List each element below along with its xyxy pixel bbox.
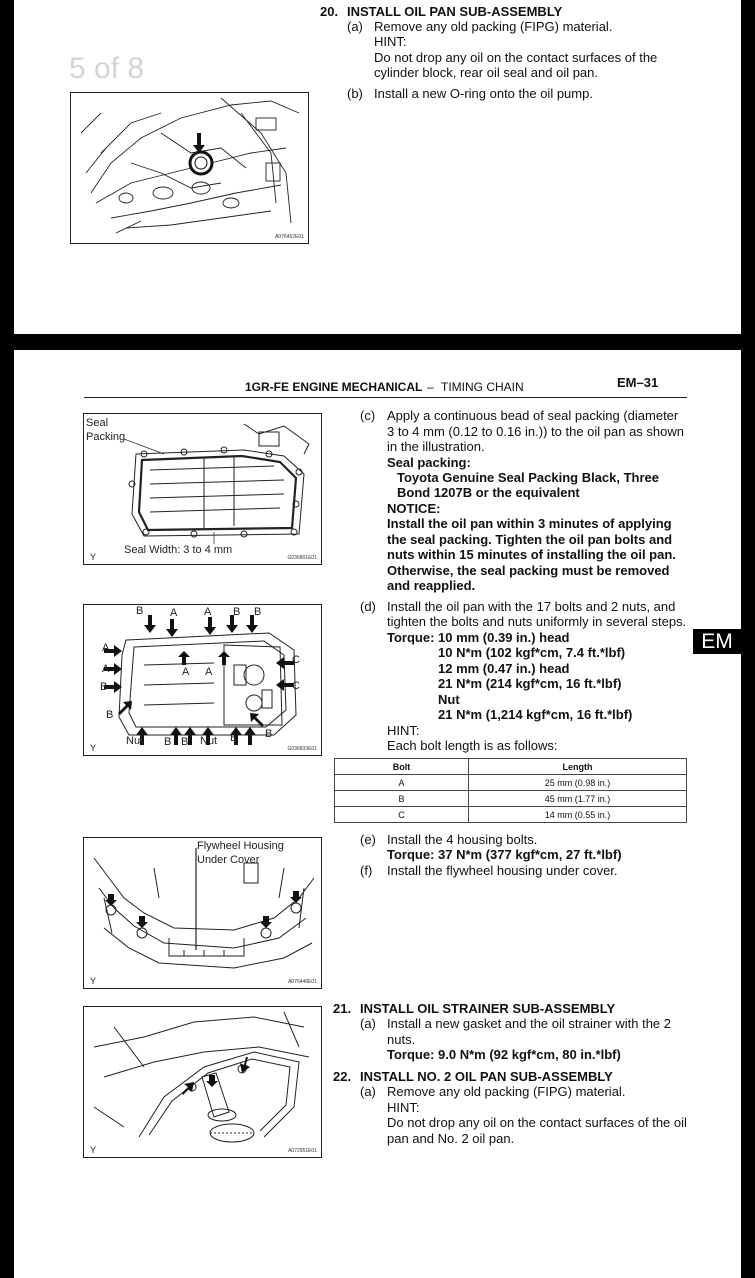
step-20a-letter: (a) — [347, 19, 363, 34]
figure-code: A072951E01 — [288, 1148, 317, 1154]
figure-y-mark: Y — [90, 743, 97, 753]
bolt-letter: B — [265, 728, 273, 740]
step-21-title: INSTALL OIL STRAINER SUB-ASSEMBLY — [360, 1001, 616, 1016]
oil-strainer-drawing — [84, 1007, 321, 1157]
step-20a-text: Remove any old packing (FIPG) material. — [374, 19, 613, 34]
step-e-torque: Torque: 37 N*m (377 kgf*cm, 27 ft.*lbf) — [387, 847, 622, 862]
table-row — [335, 775, 687, 791]
step-20b-letter: (b) — [347, 86, 363, 101]
bolt-letter: B — [181, 736, 189, 748]
nut-label: Nut — [200, 735, 218, 747]
table-cell-length: 14 mm (0.55 in.) — [469, 807, 687, 823]
bolt-letter: B — [136, 605, 144, 617]
seal-packing-label: Seal packing: — [387, 455, 471, 470]
hint-line-2: cylinder block, rear oil seal and oil pan. — [374, 65, 599, 80]
oil-pump-o-ring-figure — [70, 92, 309, 244]
header-rule — [84, 397, 687, 398]
step-21-number: 21. — [333, 1001, 352, 1016]
table-header-bolt: Bolt — [335, 759, 469, 775]
torque-line-5: Nut — [438, 692, 460, 707]
header-dash: – — [427, 380, 434, 394]
nut-label: Nut — [126, 735, 144, 747]
seal-width-label: Seal Width: 3 to 4 mm — [124, 544, 233, 556]
figure-code: G036833E01 — [287, 746, 317, 752]
bolt-letter: A — [204, 606, 212, 618]
table-row — [335, 791, 687, 807]
bolt-letter: C — [292, 680, 300, 692]
page-counter: 5 of 8 — [69, 52, 145, 85]
notice-line-4: Otherwise, the seal packing must be removed — [387, 563, 670, 578]
step-c-letter: (c) — [360, 408, 376, 423]
step-21a-torque: Torque: 9.0 N*m (92 kgf*cm, 80 in.*lbf) — [387, 1047, 621, 1062]
step-c-line-1: Apply a continuous bead of seal packing (diameter — [387, 408, 679, 423]
oil-strainer-figure — [83, 1006, 322, 1158]
notice-line-2: the seal packing. Tighten the oil pan bolts and — [387, 532, 673, 547]
table-cell-bolt: A — [335, 775, 469, 791]
hint-line-1: Do not drop any oil on the contact surfaces of the — [374, 50, 658, 65]
step-20-title: INSTALL OIL PAN SUB-ASSEMBLY — [347, 4, 563, 19]
figure-code: A076452E01 — [275, 234, 304, 240]
notice-line-1: Install the oil pan within 3 minutes of applying — [387, 516, 672, 531]
bolt-letter: A — [182, 666, 190, 678]
manual-page-main — [14, 350, 741, 1278]
step-22-title: INSTALL NO. 2 OIL PAN SUB-ASSEMBLY — [360, 1069, 613, 1084]
section-tab: EM — [693, 629, 741, 654]
bolt-letter: C — [292, 654, 300, 666]
table-row — [335, 807, 687, 823]
step-d-line-1: Install the oil pan with the 17 bolts and 2 nuts, and — [387, 599, 676, 614]
seal-packing-figure — [83, 413, 322, 565]
table-header-row — [335, 759, 687, 775]
torque-line-2: 10 N*m (102 kgf*cm, 7.4 ft.*lbf) — [438, 645, 626, 660]
flywheel-label-line-1: Flywheel Housing — [197, 840, 284, 852]
figure-y-mark: Y — [90, 976, 97, 986]
notice-line-3: nuts within 15 minutes of installing the oil pan. — [387, 547, 676, 562]
bolt-letter: A — [205, 666, 213, 678]
table-cell-bolt: B — [335, 791, 469, 807]
bolt-length-table — [334, 758, 687, 823]
step-f-text: Install the flywheel housing under cover. — [387, 863, 618, 878]
step-21a-line-1: Install a new gasket and the oil strainer with the 2 — [387, 1016, 671, 1031]
step-22-hint-line-1: Do not drop any oil on the contact surfaces of the oil — [387, 1115, 687, 1130]
step-c-line-2: 3 to 4 mm (0.12 to 0.16 in.)) to the oil pan as shown — [387, 424, 684, 439]
engine-block-drawing — [71, 93, 308, 243]
step-c-line-3: in the illustration. — [387, 439, 485, 454]
bolt-letter: B — [230, 732, 238, 744]
step-22a-text: Remove any old packing (FIPG) material. — [387, 1084, 626, 1099]
step-e-text: Install the 4 housing bolts. — [387, 832, 538, 847]
step-e-letter: (e) — [360, 832, 376, 847]
step-22-number: 22. — [333, 1069, 352, 1084]
bolt-letter: B — [233, 606, 241, 618]
flywheel-label-line-2: Under Cover — [197, 854, 260, 866]
step-21a-line-2: nuts. — [387, 1032, 416, 1047]
flywheel-housing-figure — [83, 837, 322, 989]
hint-label: HINT: — [387, 723, 420, 738]
manual-page-top — [14, 0, 741, 334]
step-21a-letter: (a) — [360, 1016, 376, 1031]
bolt-letter: A — [170, 607, 178, 619]
bolt-letter: B — [164, 736, 172, 748]
bolt-letter: A — [102, 642, 110, 654]
table-cell-length: 45 mm (1.77 in.) — [469, 791, 687, 807]
step-20-number: 20. — [320, 4, 339, 19]
hint-label: HINT: — [374, 34, 407, 49]
torque-line-3: 12 mm (0.47 in.) head — [438, 661, 570, 676]
seal-packing-line-1: Toyota Genuine Seal Packing Black, Three — [397, 470, 660, 485]
table-cell-bolt: C — [335, 807, 469, 823]
step-d-letter: (d) — [360, 599, 376, 614]
seal-packing-line-2: Bond 1207B or the equivalent — [397, 485, 580, 500]
figure-code: A076446E01 — [288, 979, 317, 985]
bolt-position-figure — [83, 604, 322, 756]
page-reference: EM–31 — [617, 375, 659, 390]
seal-label-line-1: Seal — [86, 417, 109, 429]
step-f-letter: (f) — [360, 863, 373, 878]
table-header-length: Length — [469, 759, 687, 775]
bolt-letter: A — [102, 663, 110, 675]
step-22-hint-label: HINT: — [387, 1100, 420, 1115]
figure-y-mark: Y — [90, 552, 97, 562]
bolt-letter: B — [254, 606, 262, 618]
notice-line-5: and reapplied. — [387, 578, 476, 593]
seal-label-line-2: Packing — [86, 431, 126, 443]
step-20b-text: Install a new O-ring onto the oil pump. — [374, 86, 593, 101]
step-22a-letter: (a) — [360, 1084, 376, 1099]
oil-pan-bolts-drawing — [84, 605, 321, 755]
bolt-letter: B — [106, 709, 114, 721]
figure-code: G036801E01 — [287, 555, 317, 561]
torque-line-4: 21 N*m (214 kgf*cm, 16 ft.*lbf) — [438, 676, 622, 691]
header-title: 1GR-FE ENGINE MECHANICAL — [245, 380, 423, 394]
step-22-hint-line-2: pan and No. 2 oil pan. — [387, 1131, 515, 1146]
step-d-line-2: tighten the bolts and nuts uniformly in several steps. — [387, 614, 687, 629]
notice-label: NOTICE: — [387, 501, 441, 516]
hint-text: Each bolt length is as follows: — [387, 738, 558, 753]
header-subtitle: TIMING CHAIN — [441, 380, 524, 394]
table-cell-length: 25 mm (0.98 in.) — [469, 775, 687, 791]
bolt-letter: B — [100, 681, 108, 693]
torque-line-6: 21 N*m (1,214 kgf*cm, 16 ft.*lbf) — [438, 707, 633, 722]
torque-label: Torque: — [387, 630, 435, 645]
torque-line-1: 10 mm (0.39 in.) head — [438, 630, 570, 645]
figure-y-mark: Y — [90, 1145, 97, 1155]
